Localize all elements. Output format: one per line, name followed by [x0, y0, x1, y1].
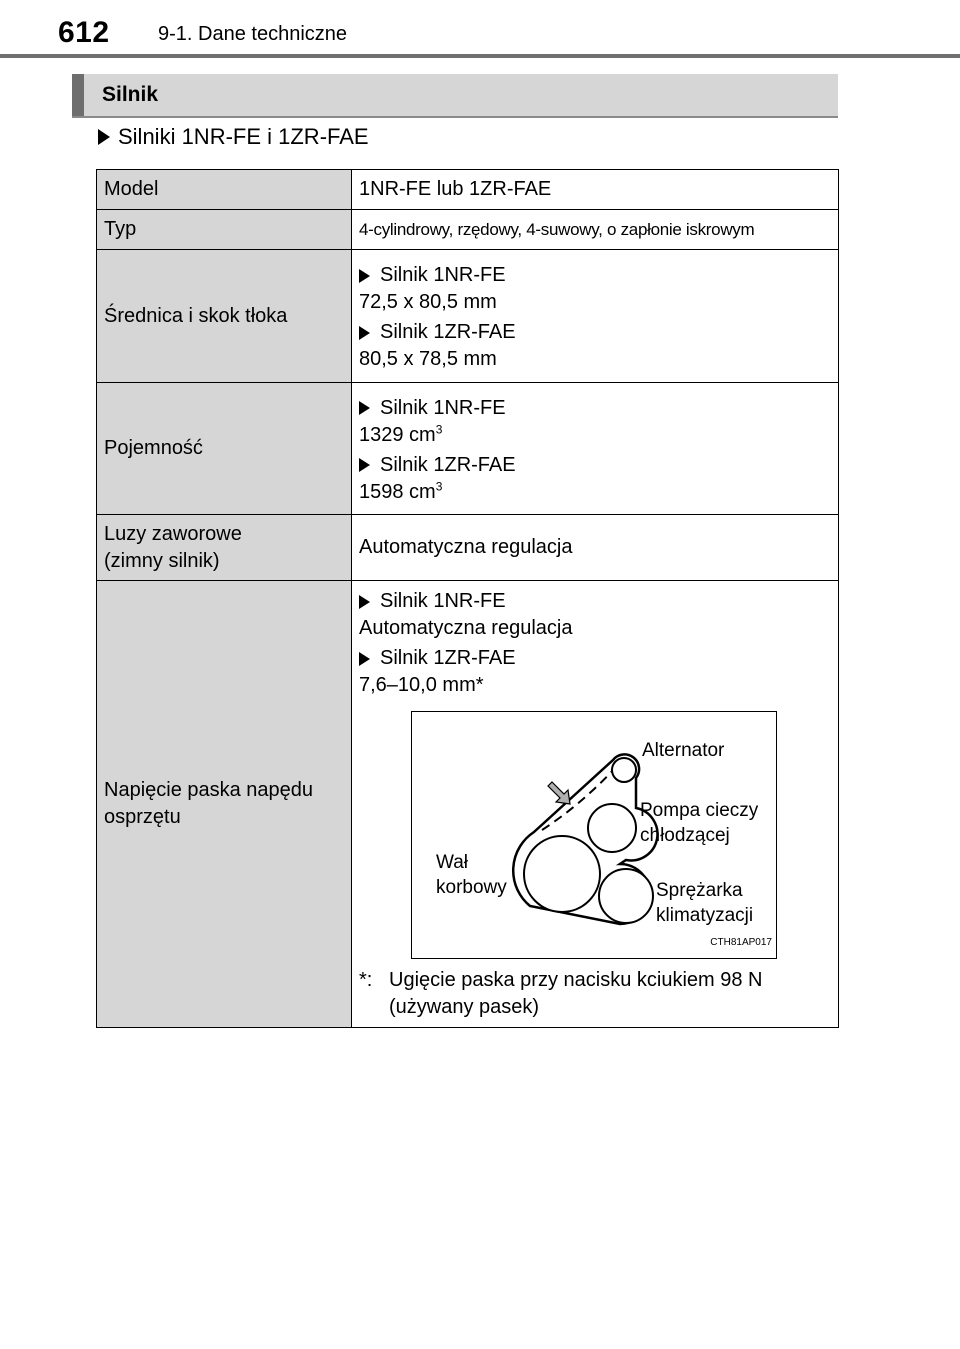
- row-label: Model: [97, 170, 352, 210]
- subheading: [98, 124, 369, 150]
- section-title: Silnik: [102, 83, 159, 106]
- section-rule: [72, 116, 838, 118]
- engine-value: [359, 422, 831, 449]
- label-line: osprzętu: [104, 806, 181, 828]
- row-label: Średnica i skok tłoka: [97, 250, 352, 383]
- footnote-line: (używany pasek): [389, 996, 540, 1018]
- row-value: [352, 383, 839, 515]
- engine-value: Automatyczna regulacja: [359, 617, 573, 639]
- table-row: [97, 210, 839, 250]
- engine-variant: [359, 319, 831, 346]
- engine-variant: [359, 452, 831, 479]
- belt-diagram: [411, 711, 777, 959]
- engine-name: Silnik 1ZR-FAE: [380, 647, 516, 669]
- triangle-bullet-icon: [359, 652, 370, 666]
- unit-superscript: 3: [435, 421, 443, 436]
- triangle-bullet-icon: [359, 458, 370, 472]
- figure-code: CTH81AP017: [710, 937, 772, 948]
- label-ac-compressor: [656, 878, 753, 928]
- engine-name: Silnik 1NR-FE: [380, 396, 506, 419]
- label-line: klimatyzacji: [656, 905, 754, 926]
- page-number: 612: [58, 16, 110, 49]
- table-row: [97, 250, 839, 383]
- label-line: Sprężarka: [656, 880, 743, 901]
- engine-name: Silnik 1ZR-FAE: [380, 453, 516, 476]
- table-row: [97, 581, 839, 1028]
- label-water-pump: [640, 798, 758, 848]
- table-row: [97, 170, 839, 210]
- engine-name: Silnik 1NR-FE: [380, 264, 506, 286]
- triangle-bullet-icon: [359, 401, 370, 415]
- label-line: Napięcie paska napędu: [104, 779, 314, 801]
- triangle-bullet-icon: [359, 269, 370, 283]
- footnote: [359, 967, 831, 1021]
- row-label: Typ: [97, 210, 352, 250]
- triangle-bullet-icon: [98, 129, 110, 145]
- row-label: [97, 515, 352, 581]
- table-row: [97, 515, 839, 581]
- water-pump-pulley: [588, 804, 636, 852]
- triangle-bullet-icon: [359, 595, 370, 609]
- row-value: [352, 581, 839, 1028]
- row-label: Pojemność: [97, 383, 352, 515]
- engine-type-value: 4-cylindrowy, rzędowy, 4-suwowy, o zapłonie iskrowym: [359, 220, 755, 239]
- label-line: chłodzącej: [640, 825, 730, 846]
- row-value: [352, 250, 839, 383]
- row-value: [352, 210, 839, 250]
- engine-name: Silnik 1ZR-FAE: [380, 321, 516, 343]
- table-row: [97, 383, 839, 515]
- engine-value: 80,5 x 78,5 mm: [359, 348, 497, 370]
- engine-value: 7,6–10,0 mm*: [359, 674, 484, 696]
- section-header: [72, 74, 838, 116]
- engine-spec-table: [96, 169, 839, 1028]
- label-line: Pompa cieczy: [640, 800, 759, 821]
- label-line: Luzy zaworowe: [104, 522, 242, 545]
- engine-variant: [359, 645, 831, 672]
- chapter-title: 9-1. Dane techniczne: [158, 23, 348, 45]
- engine-variant: [359, 395, 831, 422]
- row-value: 1NR-FE lub 1ZR-FAE: [352, 170, 839, 210]
- label-line: korbowy: [436, 877, 507, 898]
- header-rule: [0, 54, 960, 58]
- label-alternator: Alternator: [642, 740, 725, 761]
- unit-superscript: 3: [435, 478, 443, 493]
- label-line: Wał: [436, 852, 469, 873]
- subheading-text: Silniki 1NR-FE i 1ZR-FAE: [118, 124, 369, 149]
- displacement-value: 1598 cm: [359, 480, 436, 503]
- engine-name: Silnik 1NR-FE: [380, 590, 506, 612]
- label-crankshaft: [436, 850, 507, 900]
- engine-value: [359, 479, 831, 506]
- displacement-value: 1329 cm: [359, 423, 436, 446]
- footnote-mark: *:: [359, 969, 373, 991]
- ac-compressor-pulley: [599, 869, 653, 923]
- page-header: [0, 0, 960, 60]
- press-arrow-icon: [548, 782, 570, 804]
- footnote-text: [389, 967, 763, 1021]
- engine-variant: [359, 588, 831, 615]
- footnote-line: Ugięcie paska przy nacisku kciukiem 98 N: [389, 969, 763, 991]
- crankshaft-pulley: [524, 836, 600, 912]
- row-label: [97, 581, 352, 1028]
- row-value: Automatyczna regulacja: [352, 515, 839, 581]
- alternator-pulley: [612, 758, 636, 782]
- engine-value: 72,5 x 80,5 mm: [359, 291, 497, 313]
- triangle-bullet-icon: [359, 326, 370, 340]
- engine-variant: [359, 262, 831, 289]
- label-line: (zimny silnik): [104, 549, 220, 572]
